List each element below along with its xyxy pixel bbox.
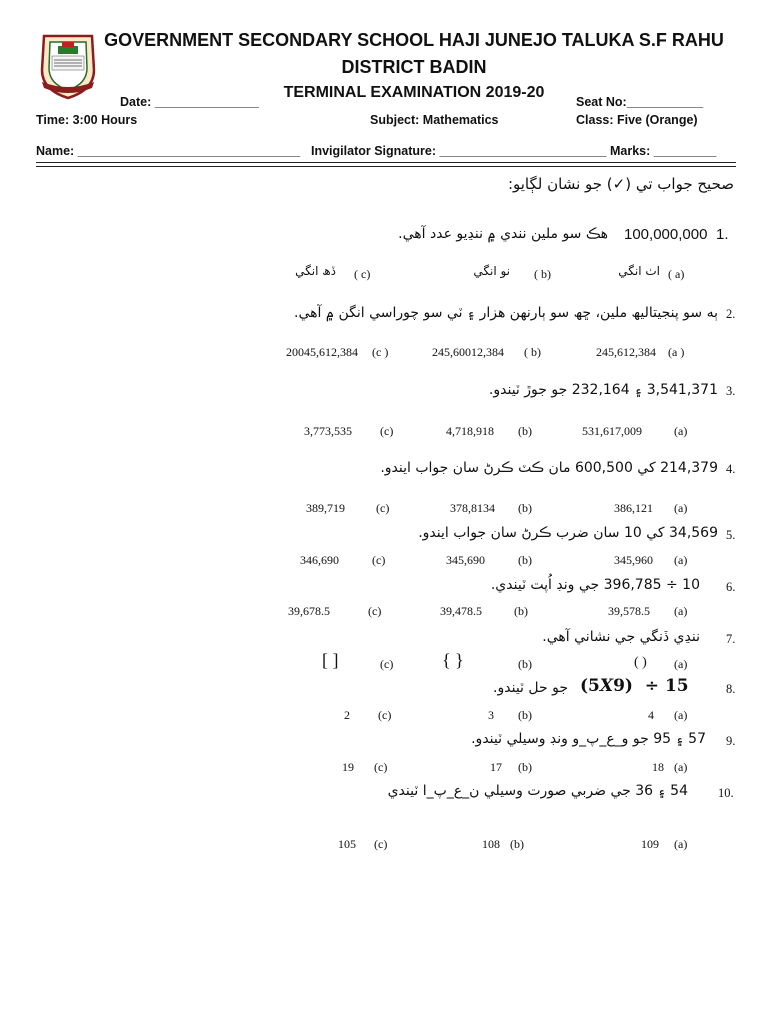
question-text: 34,569 کي 10 سان ضرب ڪرڻ سان جواب ايندو. (418, 525, 718, 541)
option-label: (c) (380, 657, 394, 671)
time-field: Time: 3:00 Hours (36, 113, 138, 127)
option-value: ڏھ انگي (295, 264, 336, 278)
question-text: هڪ سو ملين نندي ۾ ننڍيو عدد آهي. (398, 226, 608, 242)
option-label: (a) (674, 657, 688, 671)
question-number: 4. (726, 462, 736, 476)
option-value: 4 (648, 708, 654, 722)
question-number: 9. (726, 734, 736, 748)
exam-title: TERMINAL EXAMINATION 2019-20 (283, 84, 545, 101)
option-label: (c) (368, 604, 382, 618)
question-number: 6. (726, 580, 736, 594)
option-label: (b) (514, 604, 528, 618)
option-value: 39,478.5 (440, 604, 482, 618)
option-label: ( c) (354, 267, 371, 281)
option-label: (b) (518, 424, 532, 438)
option-value: 346,690 (300, 553, 339, 567)
option-label: (c) (372, 553, 386, 567)
option-label: (b) (518, 708, 532, 722)
option-label: (c) (374, 760, 388, 774)
option-value: نو انگي (473, 264, 510, 278)
option-label: (c ) (372, 345, 389, 359)
marks-field: Marks: _________ (610, 144, 717, 158)
option-label: (a) (674, 501, 688, 515)
option-value: 108 (482, 837, 500, 851)
option-value: 386,121 (614, 501, 653, 515)
option-value: 531,617,009 (582, 424, 642, 438)
option-value: 3,773,535 (304, 424, 352, 438)
option-label: (a ) (668, 345, 685, 359)
option-value: اٺ انگي (618, 264, 660, 278)
option-label: (a) (674, 760, 688, 774)
question-number: 7. (726, 632, 736, 646)
question-text: 3,541,371 ۽ 232,164 جو جوڙ ٽيندو. (488, 382, 718, 398)
question-text: 54 ۽ 36 جي ضربي صورت وسيلي ن_ع_پ_ا ٽيندي (387, 783, 688, 799)
question-text: 57 ۽ 95 جو و_ع_پ_و ونڊ وسيلي ٽيندو. (471, 731, 706, 747)
option-value: { } (442, 650, 464, 670)
question-number: 1. (716, 226, 729, 243)
option-label: (c) (374, 837, 388, 851)
option-label: (a) (674, 553, 688, 567)
option-label: ( b) (524, 345, 541, 359)
option-label: ( a) (668, 267, 685, 281)
option-value: 2 (344, 708, 350, 722)
option-value: 4,718,918 (446, 424, 494, 438)
option-value: 345,960 (614, 553, 653, 567)
option-value: 245,612,384 (596, 345, 656, 359)
class-field: Class: Five (Orange) (576, 113, 698, 127)
district-name: DISTRICT BADIN (341, 57, 487, 77)
option-value: 105 (338, 837, 356, 851)
question-number: 3. (726, 384, 736, 398)
question-text: 214,379 کي 600,500 مان ڪٽ ڪرڻ سان جواب ايندو. (380, 460, 718, 476)
option-label: (a) (674, 604, 688, 618)
option-value: 17 (490, 760, 502, 774)
option-label: (a) (674, 837, 688, 851)
option-value: 245,60012,384 (432, 345, 504, 359)
math-expression: (5X9) ÷ 15 (580, 676, 689, 696)
option-label: (c) (378, 708, 392, 722)
question-number-value: 100,000,000 (624, 226, 708, 243)
school-name: GOVERNMENT SECONDARY SCHOOL HAJI JUNEJO TALUKA S.F RAHU (104, 30, 724, 50)
question-text: ننڍي ڏنگي جي نشاني آهي. (542, 629, 700, 645)
option-value: 389,719 (306, 501, 345, 515)
header-divider (36, 166, 736, 167)
question-number: 10. (718, 786, 734, 800)
option-label: (c) (380, 424, 394, 438)
option-label: (a) (674, 424, 688, 438)
option-label: ( b) (534, 267, 551, 281)
question-number: 5. (726, 528, 736, 542)
question-number: 2. (726, 307, 736, 321)
seat-no-field: Seat No:___________ (576, 95, 704, 109)
option-label: (a) (674, 708, 688, 722)
subject-field: Subject: Mathematics (370, 113, 499, 127)
date-field: Date: _______________ (120, 95, 260, 109)
question-text: 10 ÷ 396,785 جي ونڊ اُپت ٽيندي. (490, 577, 700, 593)
invigilator-field: Invigilator Signature: ________________________ (311, 144, 607, 158)
option-label: (b) (518, 657, 532, 671)
instruction: صحيح جواب تي (✓) جو نشان لڳايو: (507, 175, 734, 193)
option-value: ( ) (634, 655, 647, 670)
question-number: 8. (726, 682, 736, 696)
option-value: 39,578.5 (608, 604, 650, 618)
header-divider (36, 162, 736, 163)
option-label: (b) (518, 501, 532, 515)
option-label: (c) (376, 501, 390, 515)
name-field: Name: ________________________________ (36, 144, 301, 158)
option-value: 39,678.5 (288, 604, 330, 618)
question-text: ٻه سو پنجيتاليھ ملين، ڇھ سو ٻارنهن هزار ۽ ٽي سو چوراسي انگن ۾ آهي. (294, 305, 718, 321)
option-value: [ ] (322, 650, 339, 670)
option-value: 18 (652, 760, 664, 774)
question-text: جو حل ٽيندو. (493, 680, 568, 696)
option-label: (b) (510, 837, 524, 851)
option-value: 19 (342, 760, 354, 774)
option-value: 20045,612,384 (286, 345, 358, 359)
option-label: (b) (518, 760, 532, 774)
option-value: 109 (641, 837, 659, 851)
option-value: 345,690 (446, 553, 485, 567)
option-value: 3 (488, 708, 494, 722)
option-label: (b) (518, 553, 532, 567)
option-value: 378,8134 (450, 501, 495, 515)
